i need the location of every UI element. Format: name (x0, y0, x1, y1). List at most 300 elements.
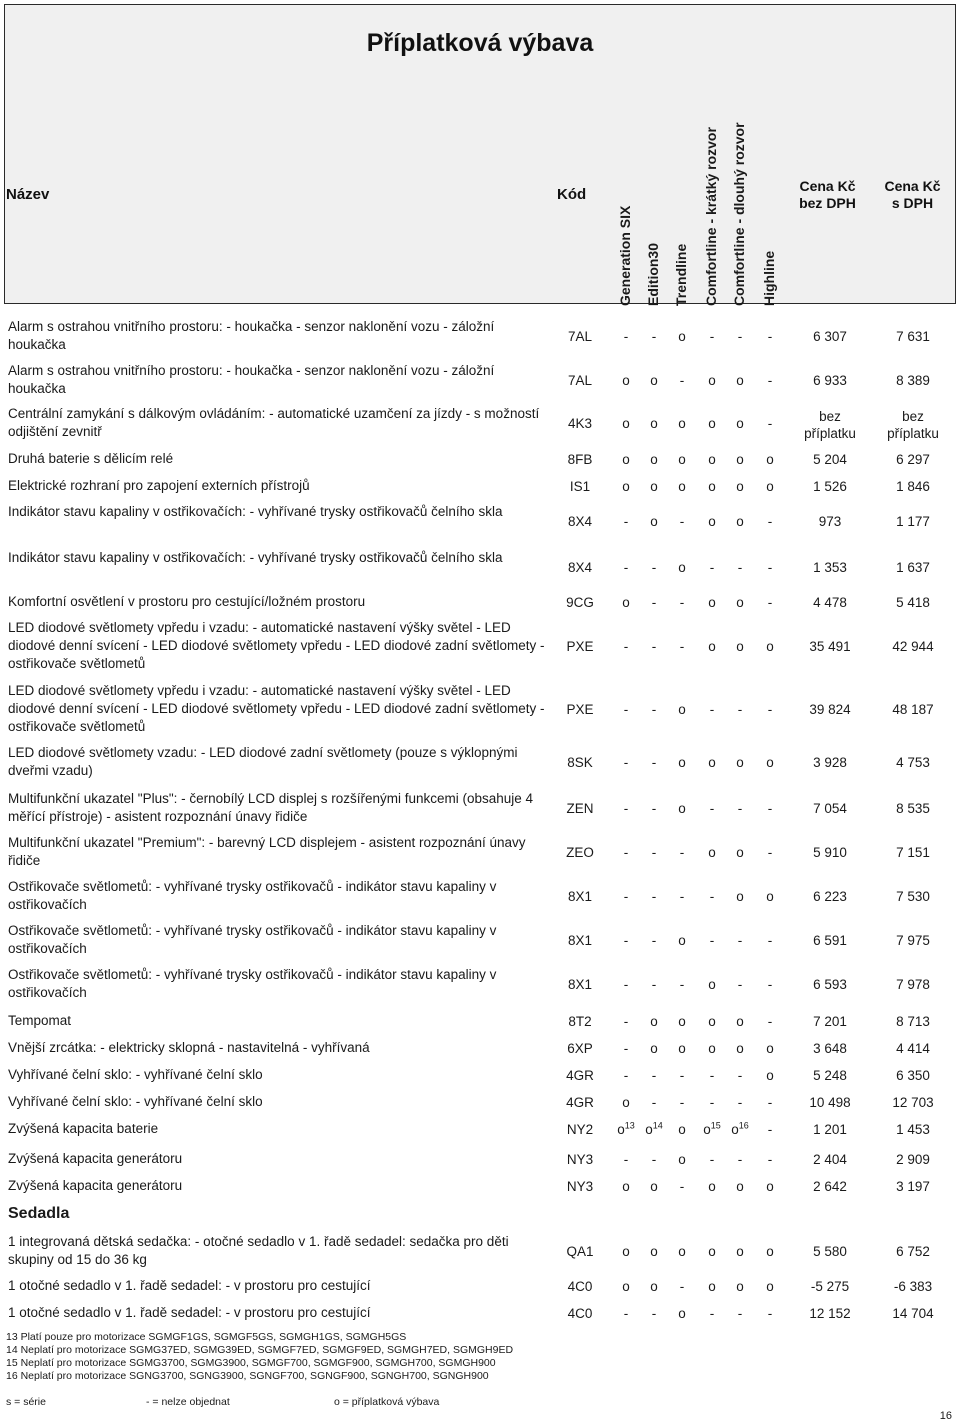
legend-optional: o = příplatková výbava (334, 1396, 440, 1408)
availability-cell: o (708, 416, 716, 431)
table-row (4, 1304, 956, 1326)
availability-cell: - (709, 560, 715, 575)
availability-cell: o (650, 479, 658, 494)
availability-cell: - (651, 329, 657, 344)
footnote: 15 Neplatí pro motorizace SGMG3700, SGMG3900, SGMGF700, SGMGF900, SGMGH700, SGMGH900 (6, 1357, 496, 1369)
price-without-vat: 10 498 (809, 1095, 851, 1110)
legend-not-available: - = nelze objednat (146, 1396, 230, 1408)
table-row (4, 878, 956, 918)
table-row (4, 362, 956, 402)
table-row (4, 450, 956, 472)
availability-cell: o (678, 1041, 686, 1056)
availability-cell: - (651, 1306, 657, 1321)
availability-cell: - (767, 373, 773, 388)
availability-cell: - (709, 1306, 715, 1321)
availability-cell: - (623, 801, 629, 816)
availability-cell: o (766, 755, 774, 770)
row-code: 8X4 (567, 560, 593, 575)
price-without-vat: 5 580 (813, 1244, 847, 1259)
price-with-vat: 6 297 (896, 452, 930, 467)
row-name: Indikátor stavu kapaliny v ostřikovačích: - vyhřívané trysky ostřikovačů čelního skla (8, 504, 503, 519)
availability-cell: - (651, 595, 657, 610)
price-with-vat: 4 414 (896, 1041, 930, 1056)
table-row (4, 1277, 956, 1299)
price-without-vat: bez příplatku (804, 409, 856, 441)
price-without-vat: 39 824 (809, 702, 851, 717)
availability-cell: - (623, 1068, 629, 1083)
availability-cell: - (737, 1152, 743, 1167)
row-code: 8X1 (567, 889, 593, 904)
price-with-vat: 1 453 (896, 1122, 930, 1137)
page-title: Příplatková výbava (366, 29, 594, 57)
availability-cell: - (737, 1068, 743, 1083)
row-name: 1 integrovaná dětská sedačka: - otočné sedadlo v 1. řadě sedadel: sedačka pro děti skupiny od 15 do 36 kg (8, 1234, 509, 1267)
price-without-vat: 12 152 (809, 1306, 851, 1321)
availability-cell: - (651, 1095, 657, 1110)
price-with-vat: 7 978 (896, 977, 930, 992)
availability-cell: o (708, 845, 716, 860)
section-heading-row (4, 1203, 956, 1227)
availability-cell: - (623, 560, 629, 575)
availability-cell: - (737, 1306, 743, 1321)
availability-cell: - (651, 1068, 657, 1083)
availability-cell: - (651, 755, 657, 770)
availability-cell: - (767, 514, 773, 529)
availability-cell: - (623, 639, 629, 654)
availability-cell: - (651, 977, 657, 992)
availability-cell: - (651, 702, 657, 717)
row-name: 1 otočné sedadlo v 1. řadě sedadel: - v prostoru pro cestující (8, 1305, 371, 1320)
row-code: 8SK (567, 755, 593, 770)
availability-cell: o (622, 479, 630, 494)
price-with-vat: 7 151 (896, 845, 930, 860)
price-without-vat: 7 201 (813, 1014, 847, 1029)
availability-cell: $o^{14}$ (645, 1120, 663, 1137)
footnote: 14 Neplatí pro motorizace SGMG37ED, SGMG39ED, SGMGF7ED, SGMGF9ED, SGMGH7ED, SGMGH9ED (6, 1344, 514, 1356)
availability-cell: - (767, 1095, 773, 1110)
column-header-model-3: Trendline (673, 243, 689, 306)
availability-cell: o (650, 1041, 658, 1056)
price-without-vat: 3 648 (813, 1041, 847, 1056)
availability-cell: - (679, 977, 685, 992)
availability-cell: o (678, 416, 686, 431)
price-without-vat: 5 910 (813, 845, 847, 860)
price-without-vat: 6 933 (813, 373, 847, 388)
availability-cell: - (737, 977, 743, 992)
footnote-ref: 14 (652, 1120, 663, 1131)
footnote-ref: 16 (738, 1120, 749, 1131)
availability-cell: - (623, 1014, 629, 1029)
availability-cell: o (650, 1244, 658, 1259)
availability-cell: o (708, 514, 716, 529)
availability-cell: - (651, 845, 657, 860)
row-code: 9CG (566, 595, 594, 610)
table-row (4, 1120, 956, 1142)
availability-cell: o (766, 1041, 774, 1056)
price-without-vat: 2 642 (813, 1179, 847, 1194)
table-row (4, 405, 956, 445)
availability-cell: o (736, 452, 744, 467)
availability-cell: - (651, 560, 657, 575)
price-with-vat: 8 535 (896, 801, 930, 816)
availability-cell: o (678, 1122, 686, 1137)
column-header-model-1: Generation SIX (617, 205, 633, 306)
availability-cell: $o^{13}$ (617, 1120, 635, 1137)
availability-cell: o (708, 755, 716, 770)
table-row (4, 619, 956, 677)
table-row (4, 1039, 956, 1061)
price-with-vat: 2 909 (896, 1152, 930, 1167)
row-code: 6XP (567, 1041, 593, 1056)
availability-cell: o (708, 639, 716, 654)
availability-cell: - (623, 1041, 629, 1056)
availability-cell: - (737, 933, 743, 948)
availability-cell: o (678, 1014, 686, 1029)
row-name: LED diodové světlomety vzadu: - LED diodové zadní světlomety (pouze s výklopnými dveřmi vzadu) (8, 745, 518, 778)
price-without-vat: 1 201 (813, 1122, 847, 1137)
price-with-vat: bez příplatku (887, 409, 939, 441)
availability-cell: o (766, 889, 774, 904)
price-with-vat: 7 530 (896, 889, 930, 904)
row-name: Zvýšená kapacita baterie (8, 1121, 159, 1136)
page-number: 16 (939, 1410, 952, 1422)
availability-cell: o (650, 452, 658, 467)
row-code: NY3 (566, 1152, 594, 1167)
availability-cell: - (679, 639, 685, 654)
row-name: Alarm s ostrahou vnitřního prostoru: - houkačka - senzor naklonění vozu - záložní houkačka (8, 363, 495, 396)
availability-cell: - (679, 1179, 685, 1194)
table-row (4, 1093, 956, 1115)
price-with-vat: 7 631 (896, 329, 930, 344)
availability-cell: - (767, 977, 773, 992)
price-with-vat: 6 752 (896, 1244, 930, 1259)
availability-cell: o (622, 1279, 630, 1294)
availability-cell: - (623, 933, 629, 948)
availability-cell: - (651, 801, 657, 816)
availability-cell: - (709, 889, 715, 904)
availability-cell: o (708, 452, 716, 467)
availability-cell: o (766, 452, 774, 467)
availability-cell: o (708, 479, 716, 494)
row-code: 8X1 (567, 933, 593, 948)
availability-cell: o (622, 1095, 630, 1110)
availability-cell: o (736, 514, 744, 529)
availability-cell: o (678, 702, 686, 717)
availability-cell: o (678, 933, 686, 948)
availability-cell: o (650, 514, 658, 529)
availability-cell: o (708, 1279, 716, 1294)
availability-cell: o (708, 1014, 716, 1029)
row-name: Centrální zamykání s dálkovým ovládáním: - automatické uzamčení za jízdy - s možností odjištění zevnitř (8, 406, 540, 439)
availability-cell: o (650, 416, 658, 431)
availability-cell: - (709, 933, 715, 948)
price-with-vat: 1 846 (896, 479, 930, 494)
availability-cell: o (736, 1179, 744, 1194)
availability-cell: o (736, 639, 744, 654)
row-name: Ostřikovače světlometů: - vyhřívané trysky ostřikovačů - indikátor stavu kapaliny v ostřikovačích (8, 967, 497, 1000)
row-code: 4C0 (567, 1279, 593, 1294)
column-header-model-2: Edition30 (645, 242, 661, 306)
price-with-vat: 12 703 (892, 1095, 934, 1110)
availability-cell: - (623, 977, 629, 992)
row-code: ZEO (566, 845, 594, 860)
table-row (4, 744, 956, 784)
table-row (4, 682, 956, 740)
availability-cell: - (623, 1306, 629, 1321)
availability-cell: o (736, 416, 744, 431)
availability-cell: o (766, 1279, 774, 1294)
table-row (4, 318, 956, 358)
availability-cell: o (708, 373, 716, 388)
availability-cell: - (651, 639, 657, 654)
table-row (4, 790, 956, 830)
price-with-vat: 3 197 (896, 1179, 930, 1194)
row-name: Vyhřívané čelní sklo: - vyhřívané čelní sklo (8, 1067, 263, 1082)
row-code: PXE (566, 702, 594, 717)
availability-cell: o (678, 801, 686, 816)
availability-cell: - (651, 889, 657, 904)
price-without-vat: 973 (818, 514, 842, 529)
availability-cell: o (736, 1279, 744, 1294)
availability-cell: - (767, 845, 773, 860)
column-header-price-without-vat: Cena Kč bez DPH (799, 178, 856, 211)
price-without-vat: 6 593 (813, 977, 847, 992)
availability-cell: - (767, 933, 773, 948)
availability-cell: o (622, 595, 630, 610)
row-name: Vnější zrcátka: - elektricky sklopná - nastavitelná - vyhřívaná (8, 1040, 370, 1055)
availability-cell: - (767, 1122, 773, 1137)
price-without-vat: 5 204 (813, 452, 847, 467)
availability-cell: o (736, 373, 744, 388)
availability-cell: o (622, 1179, 630, 1194)
availability-cell: - (679, 1279, 685, 1294)
footnote-ref: 13 (624, 1120, 635, 1131)
availability-cell: o (708, 595, 716, 610)
availability-cell: o (678, 1152, 686, 1167)
availability-cell: o (650, 1179, 658, 1194)
price-with-vat: 5 418 (896, 595, 930, 610)
price-with-vat: 1 177 (896, 514, 930, 529)
price-without-vat: 4 478 (813, 595, 847, 610)
price-without-vat: 6 223 (813, 889, 847, 904)
availability-cell: - (709, 1152, 715, 1167)
row-name: Multifunkční ukazatel "Premium": - barevný LCD displejem - asistent rozpoznání únavy řidiče (8, 835, 526, 868)
availability-cell: - (679, 595, 685, 610)
availability-cell: - (767, 1306, 773, 1321)
availability-cell: o (766, 479, 774, 494)
row-name: Komfortní osvětlení v prostoru pro cestující/ložném prostoru (8, 594, 366, 609)
footnote-ref: 15 (710, 1120, 721, 1131)
availability-cell: - (651, 1152, 657, 1167)
availability-cell: - (679, 1068, 685, 1083)
availability-cell: - (767, 595, 773, 610)
availability-cell: o (678, 1306, 686, 1321)
price-with-vat: 14 704 (892, 1306, 934, 1321)
row-code: 4GR (566, 1068, 594, 1083)
availability-cell: - (679, 373, 685, 388)
section-heading: Sedadla (8, 1205, 70, 1222)
availability-cell: - (623, 329, 629, 344)
row-name: Ostřikovače světlometů: - vyhřívané trysky ostřikovačů - indikátor stavu kapaliny v ostřikovačích (8, 923, 497, 956)
availability-cell: o (650, 1279, 658, 1294)
table-row (4, 966, 956, 1006)
row-name: 1 otočné sedadlo v 1. řadě sedadel: - v prostoru pro cestující (8, 1278, 371, 1293)
row-code: 4K3 (567, 416, 593, 431)
availability-cell: o (650, 373, 658, 388)
footnote: 13 Platí pouze pro motorizace SGMGF1GS, SGMGF5GS, SGMGH1GS, SGMGH5GS (6, 1331, 407, 1343)
price-with-vat: 6 350 (896, 1068, 930, 1083)
availability-cell: - (767, 1014, 773, 1029)
column-header-price-with-vat: Cena Kč s DPH (884, 178, 941, 211)
availability-cell: - (651, 933, 657, 948)
price-with-vat: 1 637 (896, 560, 930, 575)
row-name: Indikátor stavu kapaliny v ostřikovačích: - vyhřívané trysky ostřikovačů čelního skla (8, 550, 503, 565)
price-with-vat: 42 944 (892, 639, 934, 654)
table-row (4, 477, 956, 499)
table-row (4, 834, 956, 874)
table-row (4, 1233, 956, 1273)
availability-cell: o (766, 1244, 774, 1259)
availability-cell: o (708, 1041, 716, 1056)
price-with-vat: 8 713 (896, 1014, 930, 1029)
column-header-name: Název (6, 186, 50, 203)
row-name: Tempomat (8, 1013, 72, 1028)
availability-cell: - (767, 560, 773, 575)
row-code: ZEN (566, 801, 594, 816)
row-code: 8X4 (567, 514, 593, 529)
price-with-vat: 48 187 (892, 702, 934, 717)
row-name: Multifunkční ukazatel "Plus": - černobílý LCD displej s rozšířenými funkcemi (obsahuje 4 měřící přístroje) - asistent rozpoznání únavy řidiče (8, 791, 534, 824)
availability-cell: o (736, 755, 744, 770)
row-code: 8FB (567, 452, 593, 467)
table-row (4, 1066, 956, 1088)
availability-cell: o (622, 1244, 630, 1259)
availability-cell: - (737, 702, 743, 717)
price-without-vat: 2 404 (813, 1152, 847, 1167)
availability-cell: o (736, 845, 744, 860)
availability-cell: - (623, 1152, 629, 1167)
table-row (4, 922, 956, 962)
price-with-vat: -6 383 (893, 1279, 933, 1294)
availability-cell: o (766, 639, 774, 654)
availability-cell: o (678, 560, 686, 575)
row-code: PXE (566, 639, 594, 654)
availability-cell: o (736, 479, 744, 494)
availability-cell: - (709, 702, 715, 717)
availability-cell: o (766, 1179, 774, 1194)
price-without-vat: 5 248 (813, 1068, 847, 1083)
column-header-model-6: Highline (761, 250, 777, 306)
availability-cell: o (622, 416, 630, 431)
price-without-vat: 1 526 (813, 479, 847, 494)
availability-cell: $o^{16}$ (731, 1120, 749, 1137)
availability-cell: - (623, 514, 629, 529)
row-name: Druhá baterie s dělicím relé (8, 451, 174, 466)
row-code: 8X1 (567, 977, 593, 992)
availability-cell: o (622, 373, 630, 388)
availability-cell: o (736, 595, 744, 610)
availability-cell: - (709, 801, 715, 816)
availability-cell: o (736, 889, 744, 904)
legend-series: s = série (6, 1396, 46, 1408)
table-row (4, 1177, 956, 1199)
table-row (4, 1150, 956, 1172)
availability-cell: - (623, 755, 629, 770)
column-header-model-5: Comfortline - dlouhý rozvor (731, 122, 747, 306)
row-name: Zvýšená kapacita generátoru (8, 1178, 183, 1193)
footnote: 16 Neplatí pro motorizace SGNG3700, SGNG3900, SGNGF700, SGNGF900, SGNGH700, SGNGH900 (6, 1370, 489, 1382)
availability-cell: - (767, 801, 773, 816)
column-header-model-4: Comfortline - krátký rozvor (703, 127, 719, 306)
availability-cell: o (708, 1244, 716, 1259)
availability-cell: o (708, 1179, 716, 1194)
availability-cell: - (767, 702, 773, 717)
table-row (4, 503, 956, 543)
availability-cell: - (737, 329, 743, 344)
price-with-vat: 8 389 (896, 373, 930, 388)
price-without-vat: 35 491 (809, 639, 851, 654)
row-code: 4GR (566, 1095, 594, 1110)
availability-cell: o (678, 452, 686, 467)
row-name: Alarm s ostrahou vnitřního prostoru: - houkačka - senzor naklonění vozu - záložní houkačka (8, 319, 495, 352)
row-name: Zvýšená kapacita generátoru (8, 1151, 183, 1166)
row-code: 7AL (567, 329, 593, 344)
availability-cell: o (622, 452, 630, 467)
price-without-vat: 7 054 (813, 801, 847, 816)
availability-cell: - (679, 889, 685, 904)
table-row (4, 593, 956, 615)
availability-cell: o (708, 977, 716, 992)
row-code: 8T2 (568, 1014, 592, 1029)
availability-cell: - (623, 845, 629, 860)
availability-cell: - (679, 845, 685, 860)
availability-cell: - (767, 1152, 773, 1167)
availability-cell: - (737, 560, 743, 575)
availability-cell: - (679, 514, 685, 529)
availability-cell: - (767, 329, 773, 344)
row-code: NY3 (566, 1179, 594, 1194)
row-code: NY2 (566, 1122, 594, 1137)
price-without-vat: -5 275 (810, 1279, 850, 1294)
row-name: Elektrické rozhraní pro zapojení externích přístrojů (8, 478, 310, 493)
row-name: Vyhřívané čelní sklo: - vyhřívané čelní sklo (8, 1094, 263, 1109)
availability-cell: - (709, 329, 715, 344)
availability-cell: $o^{15}$ (703, 1120, 721, 1137)
row-code: 7AL (567, 373, 593, 388)
row-name: LED diodové světlomety vpředu i vzadu: - automatické nastavení výšky světel - LED diodové denní svícení - LED diodové světlomety vpředu - LED diodové zadní světlomety - ostřikovače světlometů (8, 620, 545, 671)
availability-cell: o (766, 1068, 774, 1083)
price-without-vat: 6 307 (813, 329, 847, 344)
price-with-vat: 4 753 (896, 755, 930, 770)
row-code: IS1 (569, 479, 591, 494)
availability-cell: - (679, 1095, 685, 1110)
price-without-vat: 1 353 (813, 560, 847, 575)
availability-cell: o (736, 1014, 744, 1029)
availability-cell: - (623, 889, 629, 904)
price-with-vat: 7 975 (896, 933, 930, 948)
availability-cell: o (650, 1014, 658, 1029)
availability-cell: o (678, 329, 686, 344)
availability-cell: o (678, 755, 686, 770)
row-name: LED diodové světlomety vpředu i vzadu: - automatické nastavení výšky světel - LED diodové denní svícení - LED diodové světlomety vpředu - LED diodové zadní světlomety - ostřikovače světlometů (8, 683, 545, 734)
row-code: QA1 (566, 1244, 594, 1259)
availability-cell: - (709, 1095, 715, 1110)
price-without-vat: 3 928 (813, 755, 847, 770)
availability-cell: o (678, 1244, 686, 1259)
availability-cell: o (736, 1041, 744, 1056)
price-without-vat: 6 591 (813, 933, 847, 948)
column-header-code: Kód (557, 186, 587, 203)
